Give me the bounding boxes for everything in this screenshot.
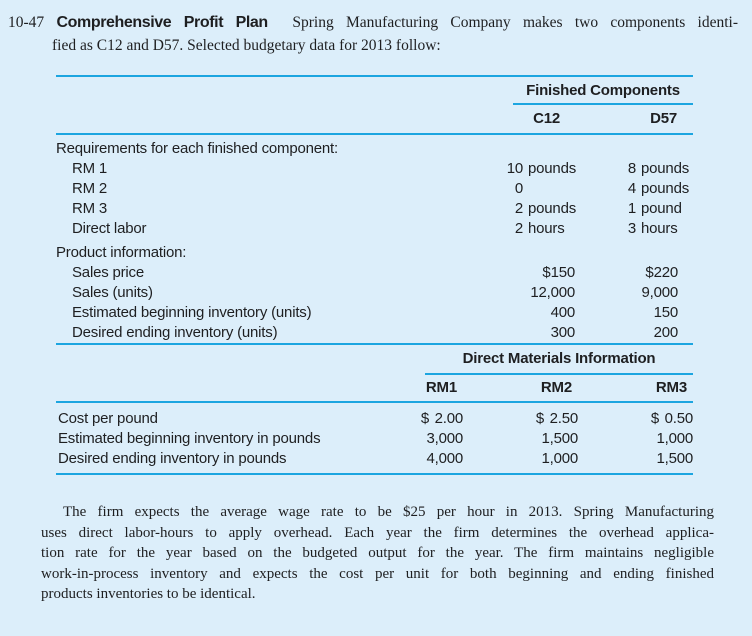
- row-label: Direct labor: [72, 220, 147, 237]
- unit-label: pound: [641, 200, 682, 217]
- row-label: Cost per pound: [58, 410, 158, 427]
- cell-d57: 8 pounds: [583, 159, 693, 179]
- cell-c12: 300: [550, 324, 575, 341]
- table-row: [56, 179, 693, 199]
- paragraph-line: work-in-process inventory and expects the cost per unit for both beginning and ending finished: [41, 565, 714, 582]
- cell-rm1: $ 2.00: [420, 410, 463, 427]
- direct-materials-header: Direct Materials Information: [462, 350, 656, 367]
- table-rule-top: [56, 75, 693, 77]
- cell-rm3: $ 0.50: [650, 410, 693, 427]
- table-rule-span: [425, 373, 693, 375]
- cell-rm1: 4,000: [426, 450, 463, 467]
- cell-d57: 9,000: [641, 284, 678, 301]
- problem-intro-line1: [8, 12, 738, 34]
- unit-label: [523, 179, 583, 199]
- problem-title: Comprehensive Profit Plan: [56, 14, 268, 31]
- cell-d57: 150: [653, 304, 678, 321]
- unit-label: pounds: [528, 200, 577, 217]
- section-header-row: [56, 243, 693, 263]
- column-header-c12: C12: [533, 110, 560, 127]
- table-rule-head: [56, 133, 693, 135]
- column-header-rm2: RM2: [540, 379, 572, 396]
- direct-materials-table: [56, 343, 693, 476]
- paragraph-line: products inventories to be identical.: [41, 586, 256, 603]
- cell-rm2: 1,500: [541, 430, 578, 447]
- cell-c12: 0: [433, 179, 583, 199]
- table1-body: [56, 139, 693, 343]
- row-label: Estimated beginning inventory in pounds: [58, 430, 321, 447]
- unit-label: hours: [641, 220, 678, 237]
- table-rule-span: [513, 103, 693, 105]
- currency-sign: $: [420, 410, 429, 427]
- row-label: Desired ending inventory in pounds: [58, 450, 287, 467]
- paragraph-line: uses direct labor-hours to apply overhead. Each year the firm determines the overhead applica-: [41, 524, 714, 541]
- row-label: Desired ending inventory (units): [72, 324, 278, 341]
- row-label: RM 3: [72, 200, 108, 217]
- cell-d57: $220: [645, 264, 678, 281]
- row-label: Sales price: [72, 264, 145, 281]
- cell-rm2: $ 2.50: [535, 410, 578, 427]
- problem-intro-text: Spring Manufacturing Company makes two components identi-: [292, 14, 739, 31]
- cell-c12: $150: [542, 264, 575, 281]
- column-header-rm3: RM3: [655, 379, 687, 396]
- cell-rm2: 1,000: [541, 450, 578, 467]
- cell-c12: 12,000: [530, 284, 575, 301]
- table-row: [56, 159, 693, 179]
- cell-c12: 400: [550, 304, 575, 321]
- cell-rm3: 1,500: [656, 450, 693, 467]
- table1-column-headers: [56, 110, 693, 127]
- cell-c12: 10 pounds: [433, 159, 583, 179]
- section-label: Product information:: [56, 244, 187, 261]
- table2-column-headers: [56, 379, 693, 396]
- table-row: [56, 323, 693, 343]
- cell-d57: 1 pound: [583, 199, 693, 219]
- table-row: [56, 409, 693, 429]
- table-row: [56, 199, 693, 219]
- cell-d57: 200: [653, 324, 678, 341]
- paragraph-line: tion rate for the year based on the budgeted output for the year. The firm maintains negligible: [41, 545, 714, 562]
- column-header-d57: D57: [650, 110, 677, 127]
- unit-label: pounds: [528, 160, 577, 177]
- finished-components-table: [56, 75, 693, 347]
- table2-body: [56, 409, 693, 469]
- body-paragraph: [41, 502, 714, 605]
- row-label: RM 1: [72, 160, 108, 177]
- row-label: Sales (units): [72, 284, 153, 301]
- finished-components-header: Finished Components: [526, 82, 680, 99]
- unit-label: hours: [528, 220, 565, 237]
- table-row: [56, 263, 693, 283]
- row-label: Estimated beginning inventory (units): [72, 304, 312, 321]
- cell-d57: 3 hours: [583, 219, 693, 239]
- cell-c12: 2 pounds: [433, 199, 583, 219]
- table-row: [56, 303, 693, 323]
- problem-intro-line2: fied as C12 and D57. Selected budgetary data for 2013 follow:: [52, 37, 441, 54]
- problem-number: 10-47: [8, 14, 45, 31]
- table-row: [56, 219, 693, 239]
- table-rule-bottom: [56, 473, 693, 475]
- cell-c12: 2 hours: [433, 219, 583, 239]
- table-row: [56, 283, 693, 303]
- paragraph-line: The firm expects the average wage rate to be $25 per hour in 2013. Spring Manufacturing: [63, 504, 714, 520]
- cell-rm1: 3,000: [426, 430, 463, 447]
- column-header-rm1: RM1: [425, 379, 457, 396]
- row-label: RM 2: [72, 180, 108, 197]
- cell-d57: 4 pounds: [583, 179, 693, 199]
- table-rule-head: [56, 401, 693, 403]
- table-row: [56, 429, 693, 449]
- table-row: [56, 449, 693, 469]
- currency-sign: $: [650, 410, 659, 427]
- cell-rm3: 1,000: [656, 430, 693, 447]
- section-label: Requirements for each finished component:: [56, 140, 338, 157]
- section-header-row: [56, 139, 693, 159]
- unit-label: pounds: [641, 160, 690, 177]
- currency-sign: $: [535, 410, 544, 427]
- unit-label: pounds: [641, 180, 690, 197]
